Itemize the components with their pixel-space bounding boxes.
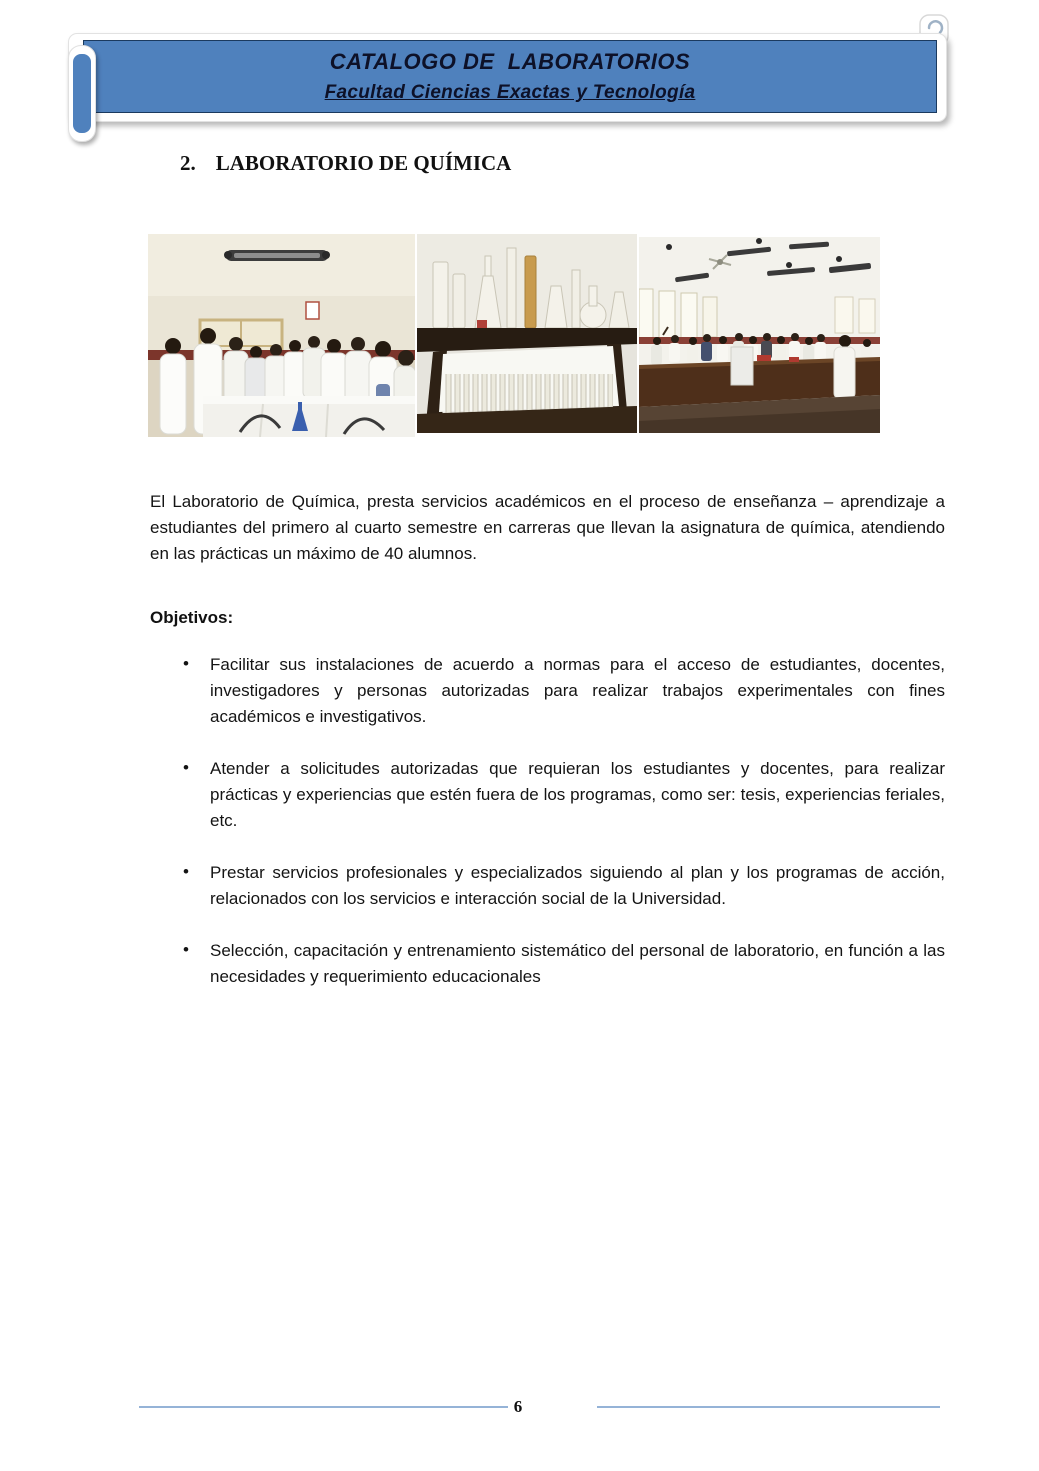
- page-footer: [0, 1396, 1039, 1418]
- objective-text-3: Prestar servicios profesionales y especializados siguiendo al plan y los programas de acción, relacionados con los servicios e interacción social de la Universidad.: [210, 863, 945, 908]
- intro-paragraph: El Laboratorio de Química, presta servicios académicos en el proceso de enseñanza – aprendizaje a estudiantes del primero al cuarto semestre en carreras que llevan la asignatura de química, atendiendo en las prácticas un máximo de 40 alumnos.: [150, 492, 945, 563]
- header-banner: [68, 33, 947, 122]
- scroll-left-rod: [68, 45, 96, 142]
- objective-item-2: [150, 756, 945, 834]
- photo-row: [148, 234, 1039, 437]
- section-heading: [180, 150, 1039, 176]
- banner-title: CATALOGO DE LABORATORIOS: [329, 49, 691, 74]
- objective-text-2: Atender a solicitudes autorizadas que requieran los estudiantes y docentes, para realizar prácticas y experiencias que estén fuera de los programas, como ser: tesis, experiencias feriales, etc.: [210, 759, 945, 830]
- objectives-heading: Objetivos:: [150, 608, 234, 627]
- photo-students-lab-bench: [148, 234, 415, 437]
- footer-rule-left: [139, 1406, 508, 1408]
- bullet-icon: •: [183, 940, 189, 959]
- section-number: 2.: [180, 151, 196, 175]
- banner-subtitle: Facultad Ciencias Exactas y Tecnología: [324, 82, 696, 103]
- objective-text-1: Facilitar sus instalaciones de acuerdo a normas para el acceso de estudiantes, docentes, investigadores y personas autorizadas para realizar trabajos experimentales con fines académicos e investigativos.: [210, 655, 945, 726]
- objective-item-4: [150, 938, 945, 990]
- objective-item-1: [150, 652, 945, 730]
- bullet-icon: •: [183, 758, 189, 777]
- objective-text-4: Selección, capacitación y entrenamiento sistemático del personal de laboratorio, en función a las necesidades y requerimiento educacionales: [210, 941, 945, 986]
- section-title: LABORATORIO DE QUÍMICA: [215, 151, 512, 175]
- footer-rule-right: [597, 1406, 940, 1408]
- scroll-rod-fill: [73, 54, 91, 133]
- photo-lab-wide-view: [639, 237, 880, 433]
- bullet-icon: •: [183, 654, 189, 673]
- objective-item-3: [150, 860, 945, 912]
- objectives-list: [150, 652, 945, 990]
- bullet-icon: •: [183, 862, 189, 881]
- photo-glassware-shelf: [417, 234, 637, 433]
- banner-panel: [83, 40, 937, 113]
- page-number: 6: [513, 1397, 523, 1416]
